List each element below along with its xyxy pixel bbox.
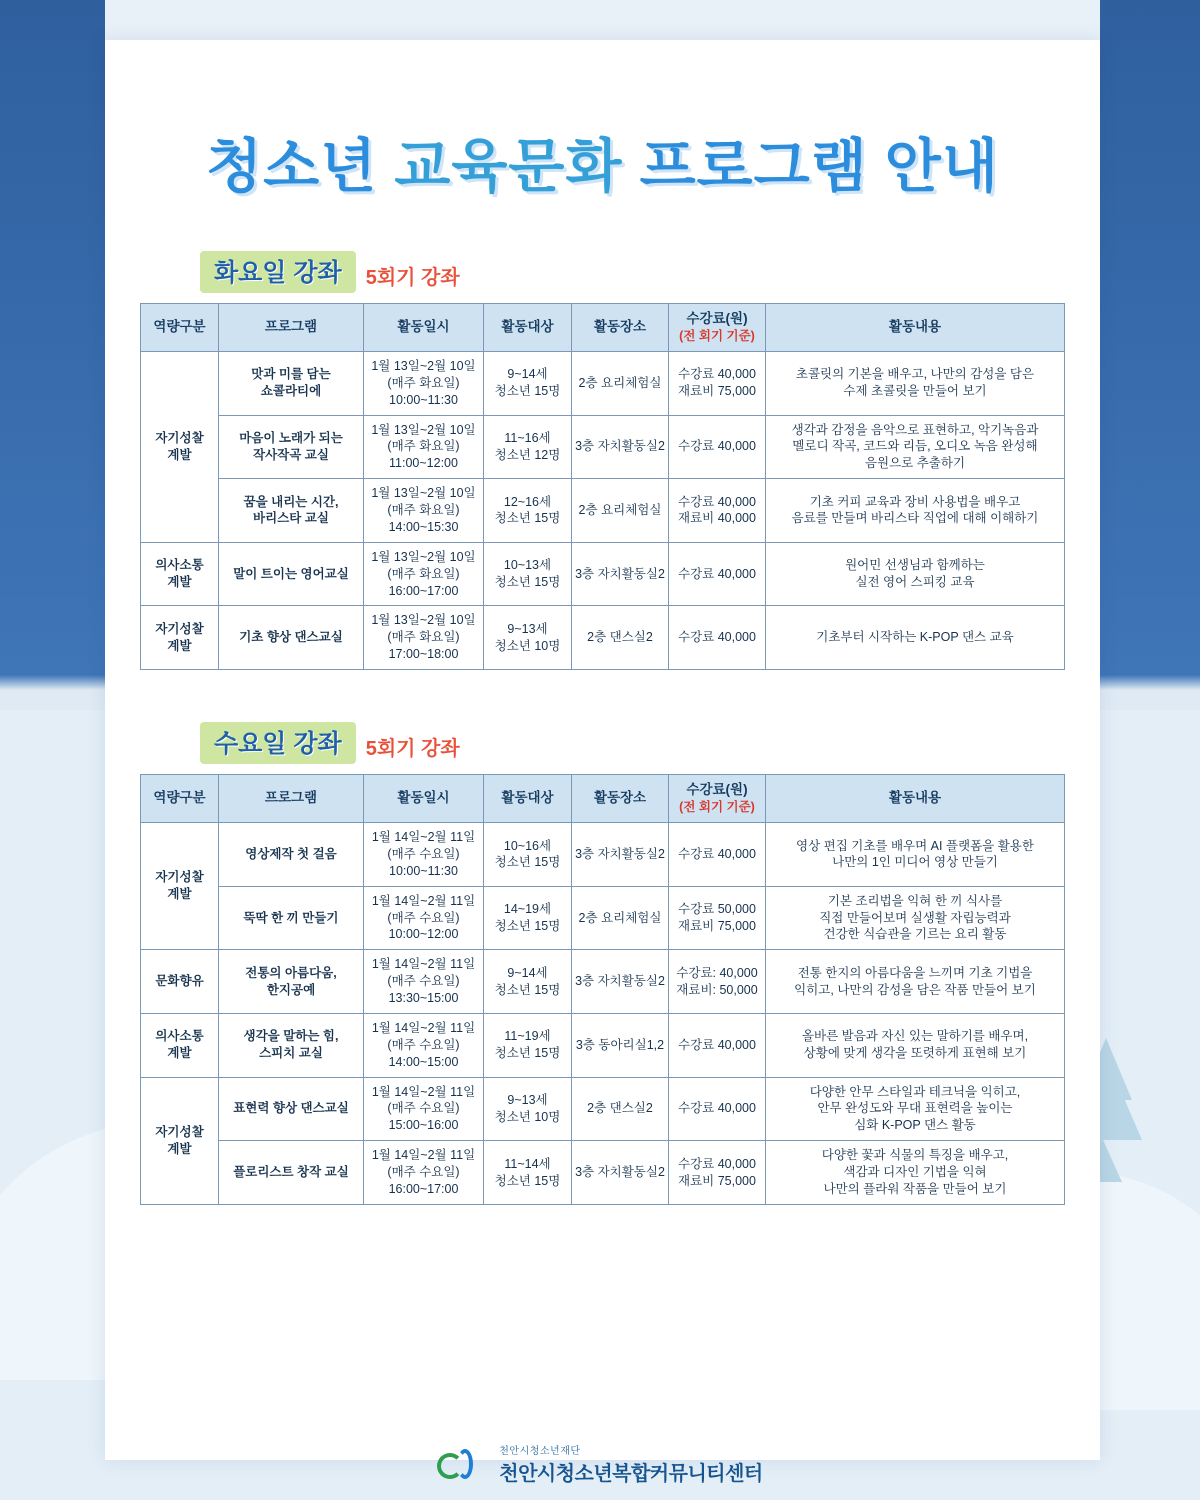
cell-place: 2층 요리체험실 xyxy=(572,351,669,415)
table-row xyxy=(141,351,1065,415)
cell-content: 기초 커피 교육과 장비 사용법을 배우고 음료를 만들며 바리스타 직업에 대해 이해하기 xyxy=(766,479,1065,543)
cell-program: 맛과 미를 담는 쇼콜라티에 xyxy=(219,351,364,415)
col-header-fee-note: (전 회기 기준) xyxy=(679,329,755,344)
cell-schedule: 1월 14일~2월 11일 (매주 수요일) 15:00~16:00 xyxy=(364,1077,484,1141)
cell-program: 플로리스트 창작 교실 xyxy=(219,1141,364,1205)
cell-fee: 수강료: 40,000 재료비: 50,000 xyxy=(669,950,766,1014)
cell-program: 전통의 아름다움, 한지공예 xyxy=(219,950,364,1014)
cell-schedule: 1월 14일~2월 11일 (매주 수요일) 14:00~15:00 xyxy=(364,1013,484,1077)
col-header-schedule: 활동일시 xyxy=(364,775,484,823)
cell-capability: 자기성찰 계발 xyxy=(141,1077,219,1204)
cell-content: 기본 조리법을 익혀 한 끼 식사를 직접 만들어보며 실생활 자립능력과 건강한 식습관을 기르는 요리 활동 xyxy=(766,886,1065,950)
col-header-program: 프로그램 xyxy=(219,775,364,823)
program-table-wednesday xyxy=(140,774,1065,1205)
col-header-fee-label: 수강료(원) xyxy=(686,782,748,798)
cell-content: 생각과 감정을 음악으로 표현하고, 악기녹음과 멜로디 작곡, 코드와 리듬, 오디오 녹음 완성해 음원으로 추출하기 xyxy=(766,415,1065,479)
col-header-fee xyxy=(669,775,766,823)
cell-content: 올바른 발음과 자신 있는 말하기를 배우며, 상황에 맞게 생각을 또렷하게 표현해 보기 xyxy=(766,1013,1065,1077)
table-row xyxy=(141,1141,1065,1205)
cell-schedule: 1월 14일~2월 11일 (매주 수요일) 16:00~17:00 xyxy=(364,1141,484,1205)
cell-content: 초콜릿의 기본을 배우고, 나만의 감성을 담은 수제 초콜릿을 만들어 보기 xyxy=(766,351,1065,415)
footer-title: 천안시청소년복합커뮤니티센터 xyxy=(499,1463,763,1485)
cell-place: 2층 요리체험실 xyxy=(572,479,669,543)
cell-capability: 문화향유 xyxy=(141,950,219,1014)
cell-target: 9~13세 청소년 10명 xyxy=(484,1077,572,1141)
cell-fee: 수강료 40,000 xyxy=(669,415,766,479)
cell-place: 2층 댄스실2 xyxy=(572,606,669,670)
col-header-content: 활동내용 xyxy=(766,775,1065,823)
page-title-part-3: 프로그램 안내 xyxy=(639,134,999,199)
col-header-place: 활동장소 xyxy=(572,775,669,823)
cell-program: 뚝딱 한 끼 만들기 xyxy=(219,886,364,950)
table-row xyxy=(141,886,1065,950)
table-header-row xyxy=(141,775,1065,823)
cell-capability: 자기성찰 계발 xyxy=(141,823,219,950)
col-header-program: 프로그램 xyxy=(219,303,364,351)
cell-schedule: 1월 14일~2월 11일 (매주 수요일) 13:30~15:00 xyxy=(364,950,484,1014)
cell-target: 10~13세 청소년 15명 xyxy=(484,542,572,606)
cell-content: 영상 편집 기초를 배우며 AI 플랫폼을 활용한 나만의 1인 미디어 영상 만들기 xyxy=(766,823,1065,887)
cell-schedule: 1월 14일~2월 11일 (매주 수요일) 10:00~12:00 xyxy=(364,886,484,950)
cell-program: 말이 트이는 영어교실 xyxy=(219,542,364,606)
cell-target: 11~19세 청소년 15명 xyxy=(484,1013,572,1077)
cell-capability: 자기성찰 계발 xyxy=(141,606,219,670)
section-heading xyxy=(200,251,1065,293)
cell-place: 3층 자치활동실2 xyxy=(572,415,669,479)
cell-content: 다양한 꽃과 식물의 특징을 배우고, 색감과 디자인 기법을 익혀 나만의 플라워 작품을 만들어 보기 xyxy=(766,1141,1065,1205)
cell-target: 12~16세 청소년 15명 xyxy=(484,479,572,543)
table-row xyxy=(141,950,1065,1014)
cell-program: 생각을 말하는 힘, 스피치 교실 xyxy=(219,1013,364,1077)
cell-place: 3층 자치활동실2 xyxy=(572,542,669,606)
footer-subtitle: 천안시청소년재단 xyxy=(499,1446,581,1457)
program-table-tuesday xyxy=(140,303,1065,670)
cell-capability: 의사소통 계발 xyxy=(141,1013,219,1077)
cell-place: 3층 동아리실1,2 xyxy=(572,1013,669,1077)
section-tuesday xyxy=(140,251,1065,670)
cell-schedule: 1월 14일~2월 11일 (매주 수요일) 10:00~11:30 xyxy=(364,823,484,887)
col-header-capability: 역량구분 xyxy=(141,775,219,823)
cell-fee: 수강료 40,000 재료비 75,000 xyxy=(669,351,766,415)
cell-place: 2층 요리체험실 xyxy=(572,886,669,950)
table-row xyxy=(141,1077,1065,1141)
col-header-target: 활동대상 xyxy=(484,775,572,823)
cell-schedule: 1월 13일~2월 10일 (매주 화요일) 16:00~17:00 xyxy=(364,542,484,606)
cell-place: 3층 자치활동실2 xyxy=(572,1141,669,1205)
cell-place: 2층 댄스실2 xyxy=(572,1077,669,1141)
cell-content: 기초부터 시작하는 K-POP 댄스 교육 xyxy=(766,606,1065,670)
section-wednesday xyxy=(140,722,1065,1205)
section-subtitle: 5회기 강좌 xyxy=(365,266,460,289)
organization-logo-icon xyxy=(437,1447,489,1481)
page-title xyxy=(105,135,1100,199)
col-header-fee xyxy=(669,303,766,351)
cell-fee: 수강료 40,000 xyxy=(669,1013,766,1077)
cell-program: 영상제작 첫 걸음 xyxy=(219,823,364,887)
section-badge: 수요일 강좌 xyxy=(200,722,356,764)
col-header-capability: 역량구분 xyxy=(141,303,219,351)
cell-target: 11~14세 청소년 15명 xyxy=(484,1141,572,1205)
cell-target: 9~13세 청소년 10명 xyxy=(484,606,572,670)
cell-fee: 수강료 40,000 재료비 75,000 xyxy=(669,1141,766,1205)
table-row xyxy=(141,479,1065,543)
footer-logo xyxy=(0,1442,1200,1486)
section-heading xyxy=(200,722,1065,764)
cell-capability: 자기성찰 계발 xyxy=(141,351,219,542)
cell-schedule: 1월 13일~2월 10일 (매주 화요일) 14:00~15:30 xyxy=(364,479,484,543)
poster-sheet xyxy=(105,40,1100,1460)
cell-program: 표현력 향상 댄스교실 xyxy=(219,1077,364,1141)
cell-fee: 수강료 40,000 xyxy=(669,823,766,887)
table-row xyxy=(141,542,1065,606)
cell-fee: 수강료 40,000 xyxy=(669,606,766,670)
table-row xyxy=(141,823,1065,887)
page-title-part-2: 교육문화 xyxy=(394,134,623,199)
cell-program: 마음이 노래가 되는 작사작곡 교실 xyxy=(219,415,364,479)
cell-target: 14~19세 청소년 15명 xyxy=(484,886,572,950)
cell-fee: 수강료 50,000 재료비 75,000 xyxy=(669,886,766,950)
cell-program: 기초 향상 댄스교실 xyxy=(219,606,364,670)
page-title-part-1: 청소년 xyxy=(206,134,378,199)
cell-fee: 수강료 40,000 xyxy=(669,542,766,606)
cell-target: 10~16세 청소년 15명 xyxy=(484,823,572,887)
cell-fee: 수강료 40,000 재료비 40,000 xyxy=(669,479,766,543)
cell-place: 3층 자치활동실2 xyxy=(572,950,669,1014)
col-header-fee-label: 수강료(원) xyxy=(686,310,748,326)
cell-target: 9~14세 청소년 15명 xyxy=(484,950,572,1014)
table-header-row xyxy=(141,303,1065,351)
cell-target: 9~14세 청소년 15명 xyxy=(484,351,572,415)
table-row xyxy=(141,1013,1065,1077)
section-subtitle: 5회기 강좌 xyxy=(365,738,460,761)
cell-fee: 수강료 40,000 xyxy=(669,1077,766,1141)
col-header-schedule: 활동일시 xyxy=(364,303,484,351)
col-header-fee-note: (전 회기 기준) xyxy=(679,800,755,815)
cell-content: 다양한 안무 스타일과 테크닉을 익히고, 안무 완성도와 무대 표현력을 높이는 심화 K-POP 댄스 활동 xyxy=(766,1077,1065,1141)
cell-schedule: 1월 13일~2월 10일 (매주 화요일) 11:00~12:00 xyxy=(364,415,484,479)
cell-place: 3층 자치활동실2 xyxy=(572,823,669,887)
table-row xyxy=(141,606,1065,670)
cell-content: 전통 한지의 아름다움을 느끼며 기초 기법을 익히고, 나만의 감성을 담은 작품 만들어 보기 xyxy=(766,950,1065,1014)
col-header-content: 활동내용 xyxy=(766,303,1065,351)
table-row xyxy=(141,415,1065,479)
footer-text-block xyxy=(499,1442,762,1486)
cell-target: 11~16세 청소년 12명 xyxy=(484,415,572,479)
cell-content: 원어민 선생님과 함께하는 실전 영어 스피킹 교육 xyxy=(766,542,1065,606)
col-header-place: 활동장소 xyxy=(572,303,669,351)
section-badge: 화요일 강좌 xyxy=(200,251,356,293)
cell-capability: 의사소통 계발 xyxy=(141,542,219,606)
col-header-target: 활동대상 xyxy=(484,303,572,351)
cell-schedule: 1월 13일~2월 10일 (매주 화요일) 10:00~11:30 xyxy=(364,351,484,415)
cell-program: 꿈을 내리는 시간, 바리스타 교실 xyxy=(219,479,364,543)
cell-schedule: 1월 13일~2월 10일 (매주 화요일) 17:00~18:00 xyxy=(364,606,484,670)
